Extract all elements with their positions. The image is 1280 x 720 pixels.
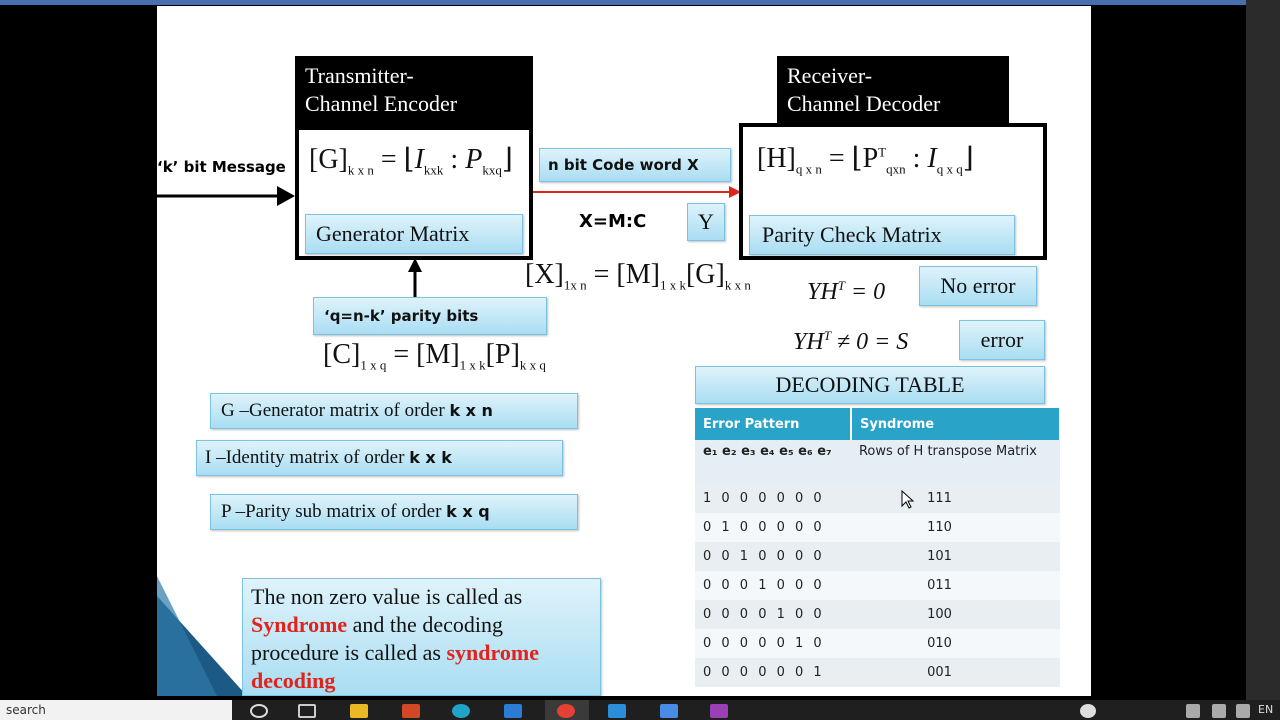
edge-icon[interactable] bbox=[452, 704, 470, 718]
parity-check-equation: $[H]_{q x n}$ = $⌊P^T_{qxn}$ : $I_{q x q}⌋$ bbox=[757, 143, 974, 177]
chrome-icon[interactable] bbox=[557, 704, 575, 718]
table-row bbox=[695, 571, 1060, 600]
mail-icon[interactable] bbox=[504, 704, 522, 718]
error-pattern: 0 0 0 0 0 0 1 bbox=[695, 658, 851, 687]
syndrome-value: 110 bbox=[851, 513, 1060, 542]
receiver-title-line1: Receiver- bbox=[787, 63, 873, 88]
legend-parity: P –Parity sub matrix of order k x q bbox=[210, 494, 578, 530]
table-row bbox=[695, 513, 1060, 542]
yht-zero-equation: $YH^T = 0$ bbox=[807, 278, 886, 305]
decoding-table-title: DECODING TABLE bbox=[695, 366, 1045, 404]
header-syndrome: Syndrome bbox=[851, 408, 1060, 440]
legend-generator: G –Generator matrix of order k x n bbox=[210, 393, 578, 429]
decoding-table bbox=[695, 408, 1061, 687]
table-row bbox=[695, 484, 1060, 513]
syndrome-value: 100 bbox=[851, 600, 1060, 629]
subheader-syndrome: Rows of H transpose Matrix bbox=[851, 440, 1060, 484]
parity-check-matrix-label: Parity Check Matrix bbox=[749, 215, 1015, 255]
people-icon[interactable] bbox=[1080, 704, 1096, 718]
y-label: Y bbox=[687, 203, 725, 241]
parity-bits-label: ‘q=n-k’ parity bits bbox=[313, 297, 547, 335]
x-equation: $[X]_{1x n} = [M]_{1 x k}[G]_{k x n}$ bbox=[525, 259, 751, 293]
legend-identity: I –Identity matrix of order k x k bbox=[196, 440, 563, 476]
table-row bbox=[695, 600, 1060, 629]
slide bbox=[157, 6, 1091, 696]
zoom-icon[interactable] bbox=[660, 704, 678, 718]
table-row bbox=[695, 658, 1060, 687]
volume-icon[interactable] bbox=[1236, 704, 1250, 718]
error-label: error bbox=[959, 320, 1045, 360]
table-row bbox=[695, 542, 1060, 571]
receiver-box bbox=[739, 123, 1047, 260]
error-pattern: 0 0 1 0 0 0 0 bbox=[695, 542, 851, 571]
onenote-icon[interactable] bbox=[710, 704, 728, 718]
syndrome-value: 111 bbox=[851, 484, 1060, 513]
right-scroll-strip bbox=[1246, 0, 1280, 700]
generator-equation: $[G]_{k x n}$ = $⌊I_{kxk}$ : $P_{kxq}⌋$ bbox=[309, 144, 513, 178]
error-pattern: 1 0 0 0 0 0 0 bbox=[695, 484, 851, 513]
header-error-pattern: Error Pattern bbox=[695, 408, 851, 440]
office-icon[interactable] bbox=[402, 704, 420, 718]
battery-icon[interactable] bbox=[1186, 704, 1200, 718]
yht-nonzero-equation: $YH^T \ne 0 = S$ bbox=[793, 328, 909, 355]
receiver-title bbox=[777, 56, 1009, 130]
taskbar-search-input[interactable]: search bbox=[0, 700, 232, 720]
generator-matrix-label: Generator Matrix bbox=[305, 214, 523, 254]
subheader-error-bits: e₁ e₂ e₃ e₄ e₅ e₆ e₇ bbox=[695, 440, 851, 484]
table-subheader-row bbox=[695, 440, 1060, 484]
x-equals-mc: X=M:C bbox=[579, 211, 647, 232]
vscode-icon[interactable] bbox=[608, 704, 626, 718]
syndrome-value: 101 bbox=[851, 542, 1060, 571]
syndrome-value: 010 bbox=[851, 629, 1060, 658]
no-error-label: No error bbox=[919, 266, 1037, 306]
top-accent-bar bbox=[0, 0, 1280, 5]
error-pattern: 0 1 0 0 0 0 0 bbox=[695, 513, 851, 542]
language-indicator[interactable]: EN bbox=[1258, 703, 1274, 716]
transmitter-title-line2: Channel Encoder bbox=[305, 91, 458, 116]
table-row bbox=[695, 629, 1060, 658]
transmitter-title bbox=[295, 56, 533, 130]
c-equation: $[C]_{1 x q} = [M]_{1 x k}[P]_{k x q}$ bbox=[323, 339, 546, 373]
error-pattern: 0 0 0 1 0 0 0 bbox=[695, 571, 851, 600]
syndrome-value: 011 bbox=[851, 571, 1060, 600]
code-word-label: n bit Code word X bbox=[539, 148, 731, 182]
task-view-icon[interactable] bbox=[298, 704, 316, 718]
k-bit-message-label: ‘k’ bit Message bbox=[157, 158, 286, 176]
error-pattern: 0 0 0 0 1 0 0 bbox=[695, 600, 851, 629]
syndrome-value: 001 bbox=[851, 658, 1060, 687]
transmitter-title-line1: Transmitter- bbox=[305, 63, 414, 88]
syndrome-note: The non zero value is called as Syndrome and the decoding procedure is called as syndrome decoding bbox=[242, 578, 601, 696]
mouse-cursor-icon bbox=[901, 490, 915, 510]
wifi-icon[interactable] bbox=[1212, 704, 1226, 718]
file-explorer-icon[interactable] bbox=[350, 704, 368, 718]
search-icon[interactable] bbox=[250, 704, 268, 718]
error-pattern: 0 0 0 0 0 1 0 bbox=[695, 629, 851, 658]
transmitter-box bbox=[295, 126, 533, 260]
receiver-title-line2: Channel Decoder bbox=[787, 91, 941, 116]
